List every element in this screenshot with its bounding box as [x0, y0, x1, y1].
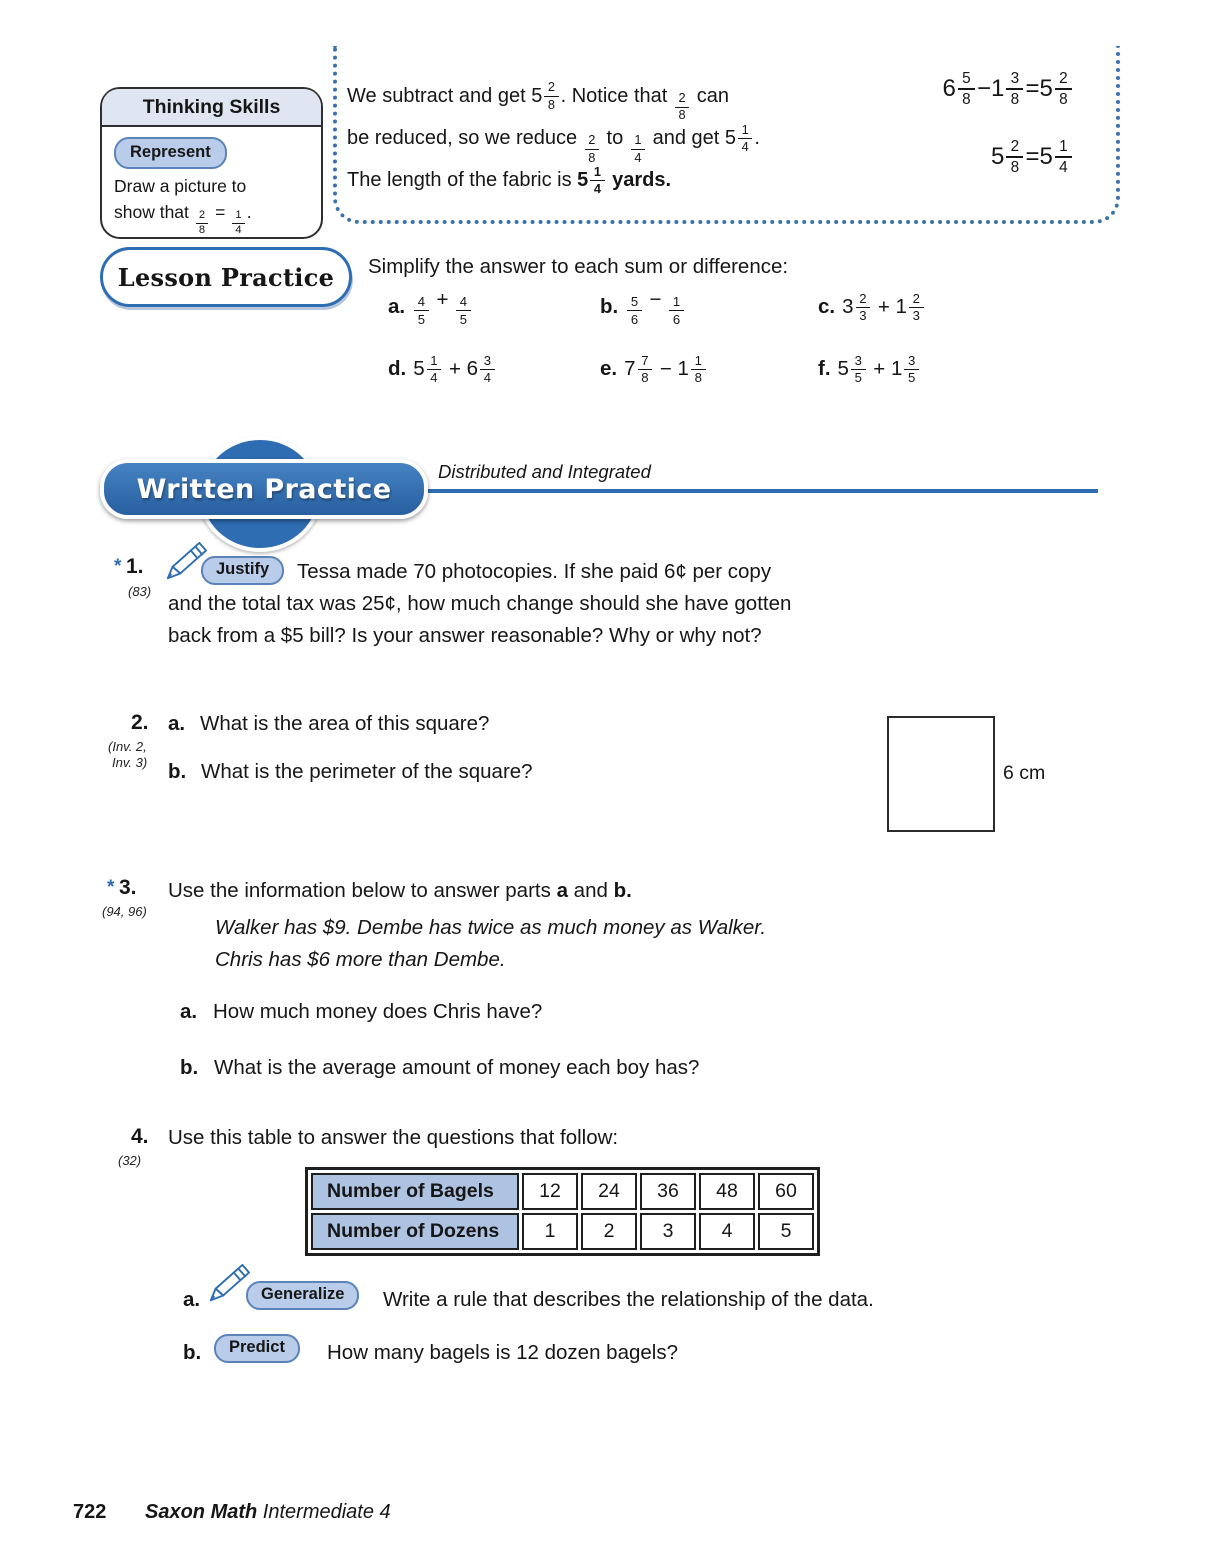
- problem-label: e.: [600, 357, 618, 380]
- problem-1-lesson-ref: (83): [128, 584, 152, 599]
- table-cell: 24: [581, 1173, 637, 1210]
- thinking-skills-box: [100, 87, 323, 239]
- fraction: 1 3 8: [991, 71, 1026, 108]
- table-cell: 1: [522, 1213, 578, 1250]
- problem-1-line3: back from a $5 bill? Is your answer reasonable? Why or why not?: [168, 624, 762, 647]
- problem-1-star: *: [114, 556, 122, 577]
- fraction: 5 6: [625, 295, 644, 326]
- lesson-problem: [388, 344, 600, 394]
- problem-label: d.: [388, 357, 407, 380]
- table-cell: 12: [522, 1173, 578, 1210]
- table-row: [311, 1173, 814, 1210]
- problem-expression: 4 5 + 4 5: [412, 288, 473, 326]
- problem-4-intro: Use this table to answer the questions that follow:: [168, 1126, 619, 1149]
- fraction: 1 2 3: [896, 292, 926, 323]
- fraction: 5 1 4: [577, 164, 606, 197]
- problem-1-number: 1.: [126, 555, 144, 578]
- fraction: 2 8: [673, 92, 691, 122]
- lesson-practice-problems: [388, 282, 1068, 394]
- fraction: 1 4: [230, 210, 246, 237]
- pencil-icon: [162, 541, 208, 583]
- fraction: 5 3 5: [838, 354, 868, 385]
- bagels-table: [305, 1167, 820, 1256]
- problem-expression: 5 3 5 + 1 3 5: [838, 354, 921, 385]
- problem-2b-text: What is the perimeter of the square?: [201, 760, 533, 783]
- thinking-skills-title: Thinking Skills: [102, 89, 321, 127]
- problem-label: f.: [818, 357, 831, 380]
- fraction: 3 2 3: [842, 292, 872, 323]
- fraction: 5 1 4: [413, 354, 443, 385]
- problem-3-quote-line2: Chris has $6 more than Dembe.: [215, 948, 506, 971]
- problem-2a-text: What is the area of this square?: [200, 712, 490, 735]
- equation-line: 6 5 8 − 1 3 8 = 5 2 8: [942, 66, 1074, 112]
- lesson-problem: [818, 344, 1068, 394]
- row-header: Number of Dozens: [311, 1213, 519, 1250]
- written-practice-banner: Written Practice: [100, 459, 428, 519]
- page-number: 722: [73, 1501, 107, 1523]
- problem-2-number: 2.: [131, 711, 149, 734]
- problem-2-lesson-ref-line2: Inv. 3): [112, 755, 148, 770]
- problem-label: b.: [600, 295, 619, 318]
- fraction: 1 1 8: [678, 354, 708, 385]
- lesson-problem: [600, 344, 818, 394]
- problem-expression: 5 1 4 + 6 3 4: [413, 354, 496, 385]
- fraction: 5 1 4: [725, 122, 754, 155]
- example-paragraph: We subtract and get 5 2 8 . Notice that 2 8 can be reduced, so we reduce 2 8 to 1 4 and get 5 1 4 . The length of the fabric is 5 1 4 yards.: [347, 79, 760, 197]
- fraction: 4 5: [454, 295, 473, 326]
- lesson-problem: [818, 282, 1068, 332]
- table-cell: 36: [640, 1173, 696, 1210]
- represent-badge: Represent: [114, 137, 227, 169]
- thinking-skills-text: Draw a picture to show that 2 8 = 1 4 .: [114, 176, 252, 237]
- problem-3a-text: How much money does Chris have?: [213, 1000, 543, 1023]
- example-equations: [942, 66, 1074, 180]
- lesson-problem: [388, 282, 600, 332]
- problem-4a-text: Write a rule that describes the relationship of the data.: [383, 1288, 874, 1311]
- problem-3a-label: a.: [180, 1000, 198, 1023]
- problem-4a-label: a.: [183, 1288, 201, 1311]
- fraction: 1 4: [629, 134, 647, 164]
- fraction: 6 5 8: [942, 71, 977, 108]
- problem-1-line2: and the total tax was 25¢, how much change should she have gotten: [168, 592, 792, 615]
- problem-4b-text: How many bagels is 12 dozen bagels?: [327, 1341, 678, 1364]
- row-header: Number of Bagels: [311, 1173, 519, 1210]
- problem-3-number: 3.: [119, 876, 137, 899]
- equation-line: 5 2 8 = 5 1 4: [942, 134, 1074, 180]
- written-practice-subtitle: Distributed and Integrated: [438, 461, 651, 482]
- fraction: 7 7 8: [624, 354, 654, 385]
- table-cell: 4: [699, 1213, 755, 1250]
- edition-name: Intermediate 4: [262, 1501, 391, 1523]
- fraction: 5 1 4: [1040, 139, 1075, 176]
- problem-3-lesson-ref: (94, 96): [102, 904, 147, 919]
- problem-1-line1: Tessa made 70 photocopies. If she paid 6¢ per copy: [297, 560, 772, 583]
- lesson-practice-instruction: Simplify the answer to each sum or difference:: [368, 255, 789, 278]
- problem-2-lesson-ref-line1: (Inv. 2,: [108, 739, 147, 754]
- problem-expression: 3 2 3 + 1 2 3: [842, 292, 925, 323]
- example-box: [333, 46, 1120, 224]
- justify-badge: Justify: [201, 556, 284, 585]
- fraction: 6 3 4: [467, 354, 497, 385]
- written-practice-rule-line: [428, 489, 1098, 493]
- problem-3-intro: Use the information below to answer parts a and b.: [168, 879, 632, 902]
- problem-label: a.: [388, 295, 406, 318]
- problem-2a-label: a.: [168, 712, 186, 735]
- problem-4-number: 4.: [131, 1125, 149, 1148]
- problem-4-lesson-ref: (32): [118, 1153, 142, 1168]
- problem-label: c.: [818, 295, 836, 318]
- series-name: Saxon Math: [145, 1501, 263, 1523]
- fraction: 5 2 8: [531, 80, 560, 113]
- fraction: 1 6: [667, 295, 686, 326]
- book-title: [145, 1501, 391, 1524]
- generalize-badge: Generalize: [246, 1281, 359, 1310]
- fraction: 4 5: [412, 295, 431, 326]
- problem-3b-label: b.: [180, 1056, 199, 1079]
- lesson-problem: [600, 282, 818, 332]
- lesson-practice-badge: Lesson Practice: [100, 247, 352, 307]
- fraction: 5 2 8: [1040, 71, 1075, 108]
- fraction: 2 8: [583, 134, 601, 164]
- square-figure: [887, 716, 995, 832]
- fraction: 2 8: [194, 210, 210, 237]
- fraction: 5 2 8: [991, 139, 1026, 176]
- table-cell: 2: [581, 1213, 637, 1250]
- fraction: 1 3 5: [891, 354, 921, 385]
- square-side-label: 6 cm: [1003, 762, 1046, 784]
- table-cell: 60: [758, 1173, 814, 1210]
- table-cell: 3: [640, 1213, 696, 1250]
- problem-2b-label: b.: [168, 760, 187, 783]
- problem-expression: 7 7 8 − 1 1 8: [624, 354, 707, 385]
- problem-3-quote-line1: Walker has $9. Dembe has twice as much money as Walker.: [215, 916, 767, 939]
- problem-3-star: *: [107, 877, 115, 898]
- problem-3b-text: What is the average amount of money each boy has?: [214, 1056, 700, 1079]
- pencil-icon: [205, 1263, 251, 1305]
- thinking-skills-body: [102, 127, 321, 237]
- problem-expression: 5 6 − 1 6: [625, 288, 686, 326]
- problem-4b-label: b.: [183, 1341, 202, 1364]
- predict-badge: Predict: [214, 1334, 300, 1363]
- table-cell: 48: [699, 1173, 755, 1210]
- table-row: [311, 1213, 814, 1250]
- table-cell: 5: [758, 1213, 814, 1250]
